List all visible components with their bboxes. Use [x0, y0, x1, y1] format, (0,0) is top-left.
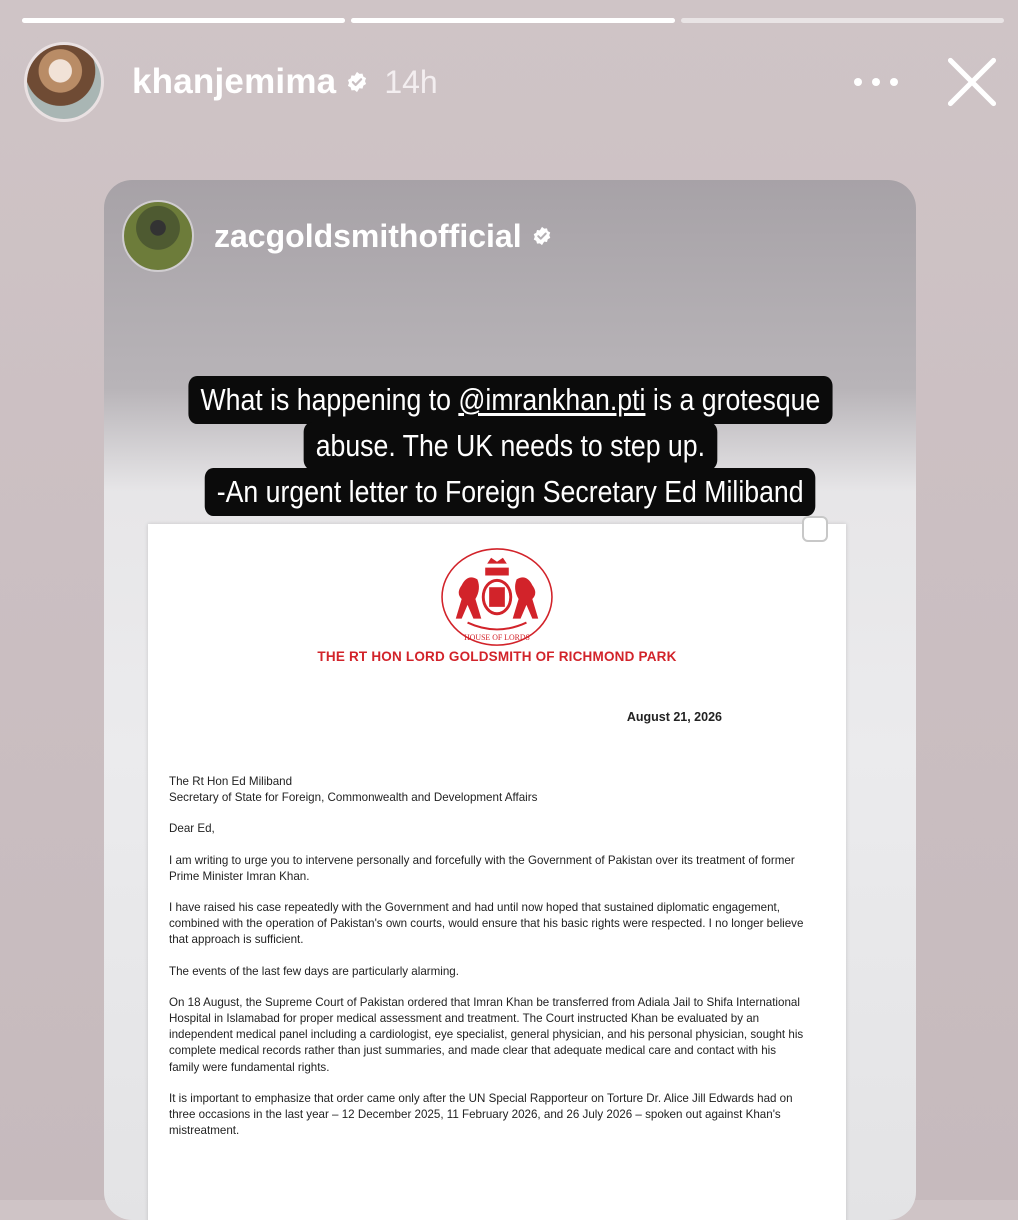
progress-segment [22, 18, 345, 23]
recipient-name: The Rt Hon Ed Miliband [169, 775, 293, 788]
verified-badge-icon [346, 71, 368, 93]
expand-icon [802, 516, 828, 542]
letterhead: THE RT HON LORD GOLDSMITH OF RICHMOND PARK [317, 649, 677, 664]
reshared-avatar[interactable] [122, 200, 194, 272]
paragraph: I have raised his case repeatedly with the Government and had until now hoped that sustained diplomatic engagement, combined with the operation of Pakistan's own courts, would ensure that his basic rights were respected. I no longer believe that approach is sufficient. [169, 901, 804, 947]
crest-text: HOUSE OF LORDS [464, 633, 530, 643]
post-time: 14h [384, 63, 438, 100]
story-caption [104, 376, 916, 514]
letter-document [148, 524, 846, 1220]
caption-line [188, 376, 832, 424]
mention-link[interactable]: @imrankhan.pti [457, 382, 646, 417]
reshared-header [122, 200, 552, 272]
reshared-story-card[interactable] [104, 180, 916, 1220]
progress-fill [351, 18, 674, 23]
paragraph: The events of the last few days are particularly alarming. [169, 964, 459, 978]
caption-line: abuse. The UK needs to step up. [303, 422, 716, 470]
letter-date: August 21, 2026 [626, 710, 722, 724]
verified-badge-icon [532, 226, 552, 246]
paragraph: It is important to emphasize that order came only after the UN Special Rapporteur on Torture Dr. Alice Jill Edwards had on three occasions in the last year – 12 December 2025, 11 February 2026, and 26 July 2026 – spoken out against Khan's mistreatment. [169, 1091, 793, 1138]
progress-segment [681, 18, 1004, 23]
paragraph: On 18 August, the Supreme Court of Pakistan ordered that Imran Khan be transferred from Adiala Jail to Shifa International Hospital in Islamabad for proper medical assessment and treatment. The Court instructed Khan be evaluated by an independent medical panel including a cardiologist, eye specialist, general physician, and his personal physician, sought his complete medical records rather than just summaries, and made clear that adequate medical care and contact with his family were fundamental rights. [169, 995, 804, 1074]
avatar[interactable] [24, 42, 104, 122]
caption-text: is a grotesque [645, 382, 820, 417]
username[interactable]: khanjemima [132, 62, 337, 101]
house-of-lords-crest-icon [438, 546, 556, 652]
story-progress-bar [22, 18, 1004, 23]
caption-line: -An urgent letter to Foreign Secretary Ed Miliband [205, 468, 816, 516]
caption-text: What is happening to [200, 382, 458, 417]
story-header [24, 42, 1000, 122]
letter-body [169, 774, 809, 1154]
close-icon[interactable] [944, 54, 1000, 110]
reshared-username[interactable]: zacgoldsmithofficial [214, 217, 522, 254]
more-options-icon[interactable] [854, 67, 898, 97]
progress-fill [22, 18, 345, 23]
salutation: Dear Ed, [169, 822, 215, 836]
recipient-title: Secretary of State for Foreign, Commonwealth and Development Affairs [169, 791, 538, 805]
recipient-address [169, 774, 809, 806]
paragraph: I am writing to urge you to intervene personally and forcefully with the Government of Pakistan over its treatment of former Prime Minister Imran Khan. [169, 853, 795, 883]
progress-segment [351, 18, 674, 23]
